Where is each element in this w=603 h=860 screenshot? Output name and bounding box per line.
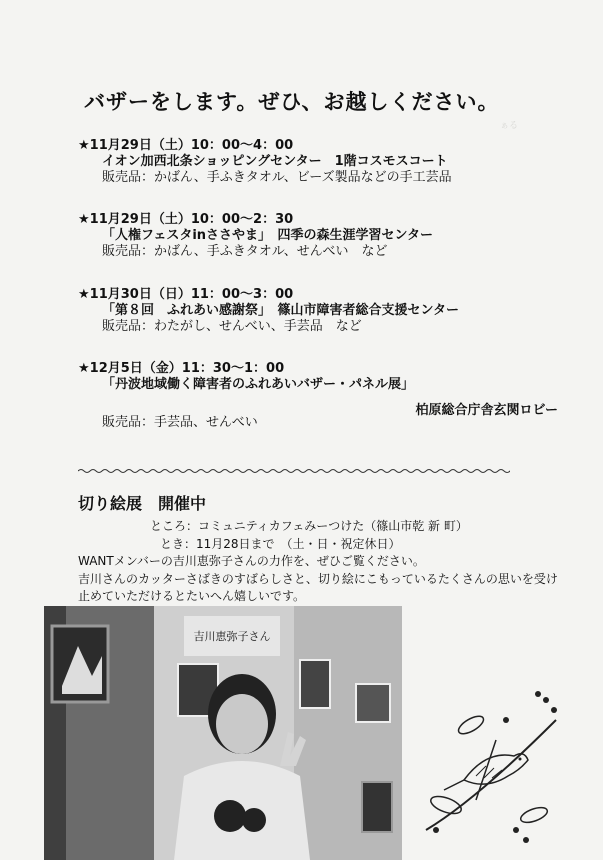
photo-sign-text: 吉川恵弥子さん (193, 630, 271, 643)
bird-illustration (416, 680, 566, 850)
event-venue: イオン加西北条ショッピングセンター 1階コスモスコート (102, 154, 448, 169)
event-date: ★12月5日（金）11：30～1：00 (78, 361, 285, 376)
event-2 (78, 212, 578, 260)
event-4 (78, 361, 578, 441)
exhibit-text-2: 吉川さんのカッターさばきのすばらしさと、切り絵にこもっているたくさんの思いを受け (78, 572, 558, 586)
artist-photo (44, 606, 402, 860)
exhibit-text-1: WANTメンバーの吉川恵弥子さんの力作を、ぜひご覧ください。 (78, 554, 425, 568)
page-title: バザーをします。ぜひ、お越しください。 (84, 90, 500, 114)
photo-illustration (44, 606, 402, 860)
event-venue: 「丹波地域働く障害者のふれあいバザー・パネル展」 (102, 377, 415, 392)
event-items: 販売品：かばん、手ふきタオル、せんべい など (102, 244, 388, 259)
exhibit-time: とき：11月28日まで （土・日・祝定休日） (160, 537, 401, 551)
exhibit-place: ところ：コミュニティカフェみーつけた（篠山市乾 新 町） (150, 519, 468, 533)
event-date: ★11月29日（土）10：00～4：00 (78, 138, 294, 153)
wavy-divider (78, 468, 510, 474)
event-venue: 「人権フェスタinささやま」 四季の森生涯学習センター (102, 228, 434, 243)
event-date: ★11月29日（土）10：00～2：30 (78, 212, 294, 227)
event-items: 販売品：手芸品、せんべい (102, 415, 258, 430)
exhibit-title: 切り絵展 開催中 (78, 494, 207, 513)
event-1 (78, 138, 578, 186)
event-items: 販売品：わたがし、せんべい、手芸品 など (102, 319, 362, 334)
exhibit-text-3: 止めていただけるとたいへん嬉しいです。 (78, 589, 306, 603)
event-3 (78, 287, 578, 335)
event-date: ★11月30日（日）11：00～3：00 (78, 287, 294, 302)
event-venue: 「第８回 ふれあい感謝祭」 篠山市障害者総合支援センター (102, 303, 459, 318)
show-through-text: ぁる (500, 121, 519, 131)
event-venue-right: 柏原総合庁舎玄関ロビー (415, 403, 558, 418)
event-items: 販売品：かばん、手ふきタオル、ビーズ製品などの手工芸品 (102, 170, 452, 185)
